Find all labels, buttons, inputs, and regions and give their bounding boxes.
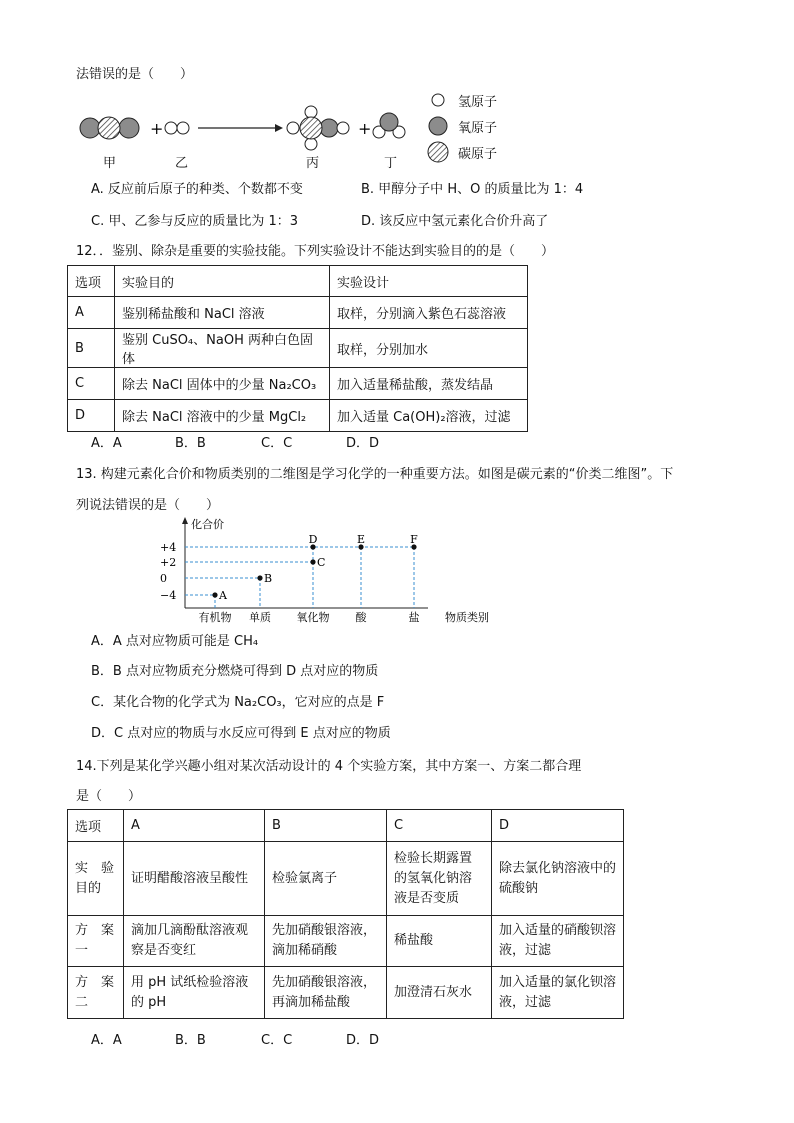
table-cell: 实 验目的 (68, 842, 124, 916)
point-label-B: B (264, 572, 273, 585)
header-cell: 实验设计 (330, 266, 528, 297)
q13-stem-line2: 列说法错误的是（ ） (76, 498, 220, 513)
table-cell: 检验长期露置的氢氧化钠溶液是否变质 (387, 842, 492, 916)
q12-choice-c: C．C (261, 436, 293, 451)
table-row (68, 297, 528, 329)
y-tick-label: −4 (160, 589, 177, 602)
table-cell: 加入适量 Ca(OH)₂溶液，过滤 (330, 400, 528, 432)
q14-choice-a: A．A (91, 1033, 122, 1048)
table-header-row (68, 810, 624, 842)
q11-option-b: B. 甲醇分子中 H、O 的质量比为 1：4 (361, 182, 584, 197)
q13-option-a: A．A 点对应物质可能是 CH₄ (91, 634, 259, 649)
q11-option-c: C. 甲、乙参与反应的质量比为 1：3 (91, 214, 299, 229)
point-label-E: E (356, 533, 366, 546)
molecule-bing (287, 106, 349, 150)
header-cell: B (265, 810, 387, 842)
table-cell: 取样，分别加水 (330, 329, 528, 368)
table-cell: 加入适量稀盐酸，蒸发结晶 (330, 368, 528, 400)
table-cell: 稀盐酸 (387, 916, 492, 967)
plus-sign-2: + (358, 119, 372, 138)
label-bing: 丙 (306, 156, 320, 171)
legend-hydrogen: 氢原子 (458, 95, 498, 110)
table-cell: 鉴别 CuSO₄、NaOH 两种白色固体 (115, 329, 330, 368)
table-cell: B (68, 329, 115, 368)
table-cell: 先加硝酸银溶液，再滴加稀盐酸 (265, 967, 387, 1019)
q13-option-c: C．某化合物的化学式为 Na₂CO₃，它对应的点是 F (91, 695, 385, 710)
q11-option-d: D. 该反应中氢元素化合价升高了 (361, 214, 549, 229)
hydrogen-atom-icon (432, 94, 444, 106)
label-ding: 丁 (384, 156, 398, 171)
plus-sign: + (150, 119, 164, 138)
x-tick-label: 单质 (249, 611, 271, 624)
table-cell: 除去氯化钠溶液中的硫酸钠 (492, 842, 624, 916)
table-cell: 滴加几滴酚酞溶液观察是否变红 (124, 916, 265, 967)
q13-option-d: D．C 点对应的物质与水反应可得到 E 点对应的物质 (91, 726, 391, 741)
table-cell: 方 案二 (68, 967, 124, 1019)
header-cell: A (124, 810, 265, 842)
x-tick-label: 有机物 (198, 611, 232, 624)
point-label-A: A (219, 589, 227, 602)
header-cell: C (387, 810, 492, 842)
table-cell: 加入适量的硝酸钡溶液，过滤 (492, 916, 624, 967)
table-row (68, 842, 624, 916)
table-cell: 检验氯离子 (265, 842, 387, 916)
table-cell: 取样，分别滴入紫色石蕊溶液 (330, 297, 528, 329)
point-label-D: D (308, 533, 318, 546)
q12-choice-b: B．B (175, 436, 206, 451)
table-row (68, 916, 624, 967)
q12-stem: 12．．鉴别、除杂是重要的实验技能。下列实验设计不能达到实验目的的是（ ） (76, 244, 555, 259)
y-tick-label: 0 (160, 572, 167, 585)
table-row (68, 329, 528, 368)
table-cell: 除去 NaCl 溶液中的少量 MgCl₂ (115, 400, 330, 432)
table-cell: 证明醋酸溶液呈酸性 (124, 842, 265, 916)
table-row (68, 368, 528, 400)
label-yi: 乙 (175, 156, 189, 171)
y-tick-label: +4 (160, 541, 177, 554)
point-label-C: C (317, 556, 326, 569)
q14-choice-b: B．B (175, 1033, 206, 1048)
header-cell: 实验目的 (115, 266, 330, 297)
y-tick-label: +2 (160, 556, 177, 569)
q14-stem-line2: 是（ ） (76, 789, 142, 804)
oxygen-atom-icon (429, 117, 447, 135)
label-jia: 甲 (103, 156, 117, 171)
carbon-atom-icon (428, 142, 448, 162)
q12-table (67, 265, 528, 432)
legend-carbon: 碳原子 (458, 147, 498, 162)
carbon-valence-chart (150, 514, 510, 626)
q13-option-b: B．B 点对应物质充分燃烧可得到 D 点对应的物质 (91, 664, 379, 679)
q12-choice-a: A．A (91, 436, 122, 451)
table-cell: 先加硝酸银溶液，滴加稀硝酸 (265, 916, 387, 967)
q11-stem-tail: 法错误的是（ ） (76, 67, 194, 82)
table-cell: A (68, 297, 115, 329)
data-point-B (257, 575, 262, 580)
header-cell: D (492, 810, 624, 842)
x-tick-label: 氧化物 (296, 611, 330, 624)
table-cell: 鉴别稀盐酸和 NaCl 溶液 (115, 297, 330, 329)
header-cell: 选项 (68, 810, 124, 842)
q12-choice-d: D．D (346, 436, 380, 451)
table-row (68, 967, 624, 1019)
reaction-arrow (198, 124, 283, 132)
q14-choice-c: C．C (261, 1033, 293, 1048)
table-row (68, 400, 528, 432)
x-tick-label: 酸 (355, 611, 367, 624)
legend-oxygen: 氧原子 (458, 121, 498, 136)
q11-option-a: A. 反应前后原子的种类、个数都不变 (91, 182, 303, 197)
header-cell: 选项 (68, 266, 115, 297)
y-axis-label: 化合价 (191, 518, 224, 531)
q14-choice-d: D．D (346, 1033, 380, 1048)
molecule-jia (80, 117, 139, 139)
molecule-ding (373, 113, 405, 138)
table-cell: D (68, 400, 115, 432)
data-point-C (310, 559, 315, 564)
table-cell: 用 pH 试纸检验溶液的 pH (124, 967, 265, 1019)
table-cell: 除去 NaCl 固体中的少量 Na₂CO₃ (115, 368, 330, 400)
y-axis-arrow (182, 517, 188, 524)
molecule-yi (165, 122, 189, 134)
table-cell: C (68, 368, 115, 400)
atom-legend-icons (426, 88, 456, 164)
q13-stem-line1: 13. 构建元素化合价和物质类别的二维图是学习化学的一种重要方法。如图是碳元素的“价类二维图”。下 (76, 467, 674, 482)
table-cell: 加澄清石灰水 (387, 967, 492, 1019)
x-tick-label: 盐 (408, 611, 420, 624)
table-cell: 方 案一 (68, 916, 124, 967)
data-point-A (212, 592, 217, 597)
point-label-F: F (410, 533, 418, 546)
table-cell: 加入适量的氯化钡溶液，过滤 (492, 967, 624, 1019)
x-axis-label: 物质类别 (445, 611, 489, 624)
table-header-row (68, 266, 528, 297)
q14-table (67, 809, 624, 1019)
q14-stem-line1: 14.下列是某化学兴趣小组对某次活动设计的 4 个实验方案，其中方案一、方案二都合理 (76, 759, 582, 774)
